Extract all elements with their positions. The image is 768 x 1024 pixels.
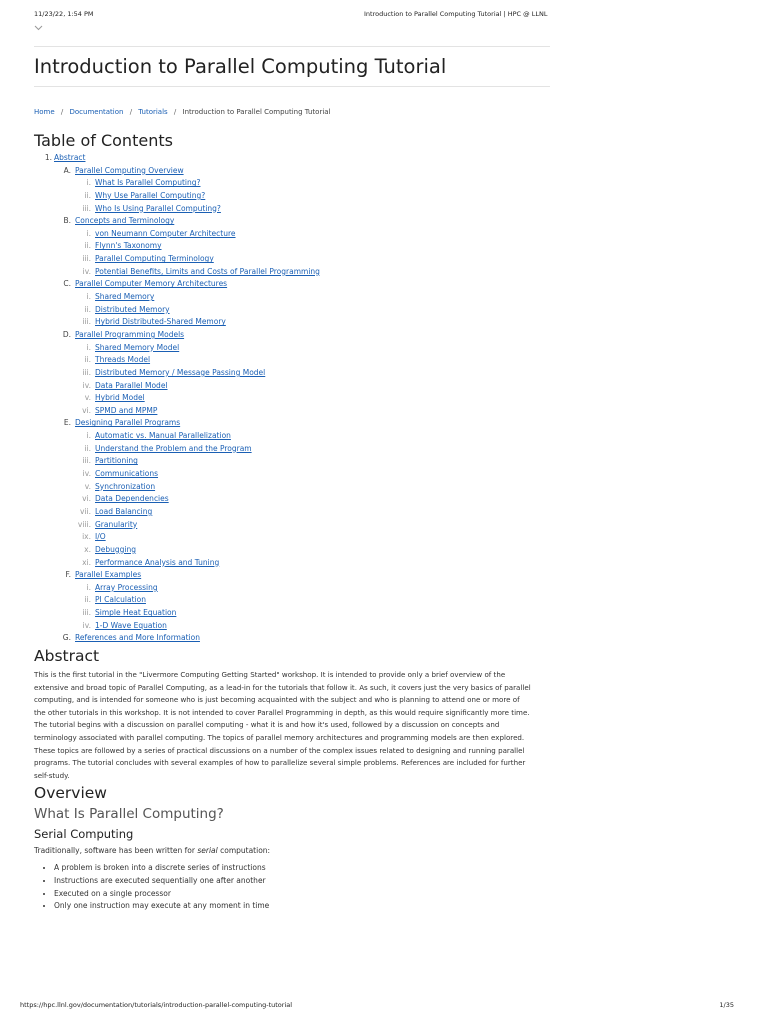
toc-link[interactable]: Parallel Examples	[75, 570, 142, 580]
toc-title: Table of Contents	[34, 131, 173, 150]
toc-item-number: F.	[65, 570, 71, 580]
list-item: • Executed on a single processor	[54, 888, 554, 901]
print-doc-title: Introduction to Parallel Computing Tutorial | HPC @ LLNL	[364, 10, 548, 18]
toc-item	[34, 569, 554, 582]
toc-link[interactable]: Load Balancing	[95, 506, 153, 516]
overview-heading: Overview	[34, 784, 107, 803]
abstract-text: This is the first tutorial in the "Livermore Computing Getting Started" workshop. It is intended to provide only a brief overview of the extensive and broad topic of Parallel Computing, as a lead-in for the tutorials that follow it. As such, it covers just the very basics of parallel computing, and is intended for someone who is just becoming acquainted with the subject and who is planning to attend one or more of the other tutorials in this workshop. It is not intended to cover Parallel Programming in depth, as this would require significantly more time. The tutorial begins with a discussion on parallel computing - what it is and how it's used, followed by a discussion on concepts and terminology associated with parallel computing. The topics of parallel memory architectures and programming models are then explored. These topics are followed by a series of practical discussions on a number of the complex issues related to designing and running parallel programs. The tutorial concludes with several examples of how to parallelize several simple problems. References are included for further self-study.	[34, 669, 531, 780]
toc-item	[34, 544, 554, 557]
toc-link[interactable]: I/O	[95, 532, 106, 542]
toc-link[interactable]: PI Calculation	[95, 595, 146, 605]
serial-lead-text	[34, 844, 554, 858]
toc-link[interactable]: Understand the Problem and the Program	[95, 443, 252, 453]
toc-item-number: iii.	[82, 317, 91, 327]
toc-link[interactable]: Designing Parallel Programs	[75, 418, 181, 428]
toc-item	[34, 165, 554, 178]
breadcrumb-current: Introduction to Parallel Computing Tutorial	[182, 108, 331, 116]
toc-item	[34, 405, 554, 418]
toc-item-number: i.	[86, 228, 91, 238]
toc-item	[34, 443, 554, 456]
toc-link[interactable]: Performance Analysis and Tuning	[95, 557, 220, 567]
what-is-parallel-heading: What Is Parallel Computing?	[34, 806, 224, 823]
toc-link[interactable]: Abstract	[54, 153, 86, 162]
toc-item-number: x.	[84, 544, 91, 554]
toc-link[interactable]: Data Dependencies	[95, 494, 169, 504]
toc-item-number: vii.	[80, 506, 91, 516]
toc-link[interactable]: Concepts and Terminology	[75, 216, 175, 226]
toc-item-number: G.	[62, 633, 71, 643]
lead-text-after: computation:	[217, 846, 271, 856]
toc-item-number: i.	[86, 292, 91, 302]
toc-link[interactable]: Simple Heat Equation	[95, 608, 177, 618]
breadcrumb-separator: /	[60, 108, 64, 116]
serial-computing-heading: Serial Computing	[34, 827, 134, 842]
toc-item	[34, 493, 554, 506]
toc-link[interactable]: SPMD and MPMP	[95, 405, 158, 415]
list-item: • Only one instruction may execute at any moment in time	[54, 900, 554, 913]
toc-link[interactable]: Synchronization	[95, 481, 156, 491]
toc-item-number: iii.	[82, 608, 91, 618]
toc-link[interactable]: Parallel Computing Terminology	[95, 254, 214, 264]
toc-item-number: B.	[63, 216, 71, 226]
chevron-down-glyph	[34, 25, 43, 31]
toc-link[interactable]: Array Processing	[95, 582, 158, 592]
toc-item-number: ii.	[84, 355, 91, 365]
toc-item	[34, 367, 554, 380]
toc-item	[34, 228, 554, 241]
toc-item	[34, 455, 554, 468]
header-divider	[34, 46, 550, 47]
toc-item	[34, 620, 554, 633]
breadcrumb-separator: /	[173, 108, 177, 116]
toc-item-number: v.	[84, 481, 91, 491]
toc-link[interactable]: Granularity	[95, 519, 138, 529]
toc-item-number: vi.	[82, 405, 91, 415]
toc-item-number: iv.	[82, 469, 91, 479]
toc-item	[34, 177, 554, 190]
toc-item-number: ii.	[84, 443, 91, 453]
toc-item-number: ii.	[84, 241, 91, 251]
toc-item-number: i.	[86, 178, 91, 188]
toc-item	[34, 240, 554, 253]
toc-item	[34, 468, 554, 481]
toc-item	[34, 316, 554, 329]
toc-link[interactable]: Distributed Memory	[95, 304, 170, 314]
toc-link[interactable]: Parallel Programming Models	[75, 329, 185, 339]
toc-item-number: ii.	[84, 190, 91, 200]
page-title: Introduction to Parallel Computing Tutorial	[34, 55, 447, 78]
toc-link[interactable]: Flynn's Taxonomy	[95, 241, 162, 251]
toc-item	[34, 152, 554, 165]
toc-item	[34, 380, 554, 393]
toc-link[interactable]: Shared Memory	[95, 292, 155, 302]
toc-item	[34, 190, 554, 203]
toc-item	[34, 392, 554, 405]
toc-item-number: viii.	[77, 519, 91, 529]
toc-link[interactable]: Potential Benefits, Limits and Costs of Parallel Programming	[95, 266, 320, 276]
toc-link[interactable]: 1-D Wave Equation	[95, 620, 167, 630]
abstract-heading: Abstract	[34, 646, 100, 665]
toc-item	[34, 215, 554, 228]
toc-item	[34, 481, 554, 494]
toc-item	[34, 266, 554, 279]
toc-item	[34, 278, 554, 291]
breadcrumb-separator: /	[129, 108, 133, 116]
toc-item-number: i.	[86, 431, 91, 441]
toc-item-number: vi.	[82, 494, 91, 504]
toc-item	[34, 291, 554, 304]
toc-item	[34, 607, 554, 620]
title-divider	[34, 86, 550, 87]
toc-link[interactable]: Parallel Computer Memory Architectures	[75, 279, 228, 289]
toc-link[interactable]: Threads Model	[95, 355, 151, 365]
toc-item-number: D.	[62, 329, 71, 339]
toc-link[interactable]: Shared Memory Model	[95, 342, 180, 352]
toc-item	[34, 632, 554, 645]
toc-item-number: iii.	[82, 203, 91, 213]
toc-item-number: iii.	[82, 367, 91, 377]
list-item: • Instructions are executed sequentially one after another	[54, 875, 554, 888]
toc-item-number: A.	[63, 165, 71, 175]
toc-item-number: C.	[63, 279, 71, 289]
toc-link[interactable]: Data Parallel Model	[95, 380, 168, 390]
toc-link[interactable]: Why Use Parallel Computing?	[95, 190, 206, 200]
toc-item	[34, 253, 554, 266]
lead-text-before: Traditionally, software has been written for	[34, 846, 198, 856]
toc-link[interactable]: Who Is Using Parallel Computing?	[95, 203, 221, 213]
main-content	[34, 130, 554, 913]
toc-item-number: iv.	[82, 620, 91, 630]
toc-link[interactable]: Partitioning	[95, 456, 138, 466]
toc-item	[34, 342, 554, 355]
chevron-down-icon[interactable]	[34, 24, 43, 34]
serial-bullet-list	[34, 862, 554, 913]
toc-link[interactable]: von Neumann Computer Architecture	[95, 228, 236, 238]
breadcrumb-documentation[interactable]: Documentation	[69, 108, 124, 116]
print-page-number: 1/35	[719, 1001, 734, 1009]
toc-item-number: iii.	[82, 254, 91, 264]
toc-link[interactable]: References and More Information	[75, 633, 200, 643]
lead-text-emphasis: serial	[197, 846, 218, 856]
toc-item-number: v.	[84, 393, 91, 403]
toc-link[interactable]: Hybrid Model	[95, 393, 145, 403]
print-header	[34, 10, 734, 24]
toc-item	[34, 594, 554, 607]
toc-item-number: ii.	[84, 595, 91, 605]
toc-item-number: xi.	[82, 557, 91, 567]
print-date: 11/23/22, 1:54 PM	[34, 10, 94, 18]
toc-item	[34, 582, 554, 595]
toc-link[interactable]: What Is Parallel Computing?	[95, 178, 201, 188]
toc-item-number: i.	[86, 342, 91, 352]
breadcrumb	[34, 108, 331, 116]
toc-link[interactable]: Debugging	[95, 544, 137, 554]
breadcrumb-home[interactable]: Home	[34, 108, 55, 116]
toc-list	[34, 152, 554, 645]
toc-item	[34, 304, 554, 317]
toc-item	[34, 354, 554, 367]
toc-link[interactable]: Parallel Computing Overview	[75, 165, 184, 175]
toc-item	[34, 329, 554, 342]
toc-item-number: iii.	[82, 456, 91, 466]
toc-item-number: 1.	[44, 153, 52, 162]
toc-link[interactable]: Hybrid Distributed-Shared Memory	[95, 317, 226, 327]
toc-item-number: iv.	[82, 380, 91, 390]
toc-item	[34, 430, 554, 443]
toc-item	[34, 557, 554, 570]
toc-link[interactable]: Distributed Memory / Message Passing Model	[95, 367, 266, 377]
toc-item-number: ix.	[82, 532, 91, 542]
toc-link[interactable]: Communications	[95, 469, 159, 479]
print-url: https://hpc.llnl.gov/documentation/tutorials/introduction-parallel-computing-tutorial	[20, 1001, 293, 1009]
list-item: • A problem is broken into a discrete series of instructions	[54, 862, 554, 875]
toc-link[interactable]: Automatic vs. Manual Parallelization	[95, 431, 231, 441]
toc-item-number: ii.	[84, 304, 91, 314]
toc-item	[34, 506, 554, 519]
toc-item	[34, 519, 554, 532]
toc-item-number: i.	[86, 582, 91, 592]
toc-item-number: E.	[63, 418, 71, 428]
toc-item	[34, 203, 554, 216]
toc-item	[34, 417, 554, 430]
breadcrumb-tutorials[interactable]: Tutorials	[138, 108, 168, 116]
toc-item	[34, 531, 554, 544]
toc-item-number: iv.	[82, 266, 91, 276]
